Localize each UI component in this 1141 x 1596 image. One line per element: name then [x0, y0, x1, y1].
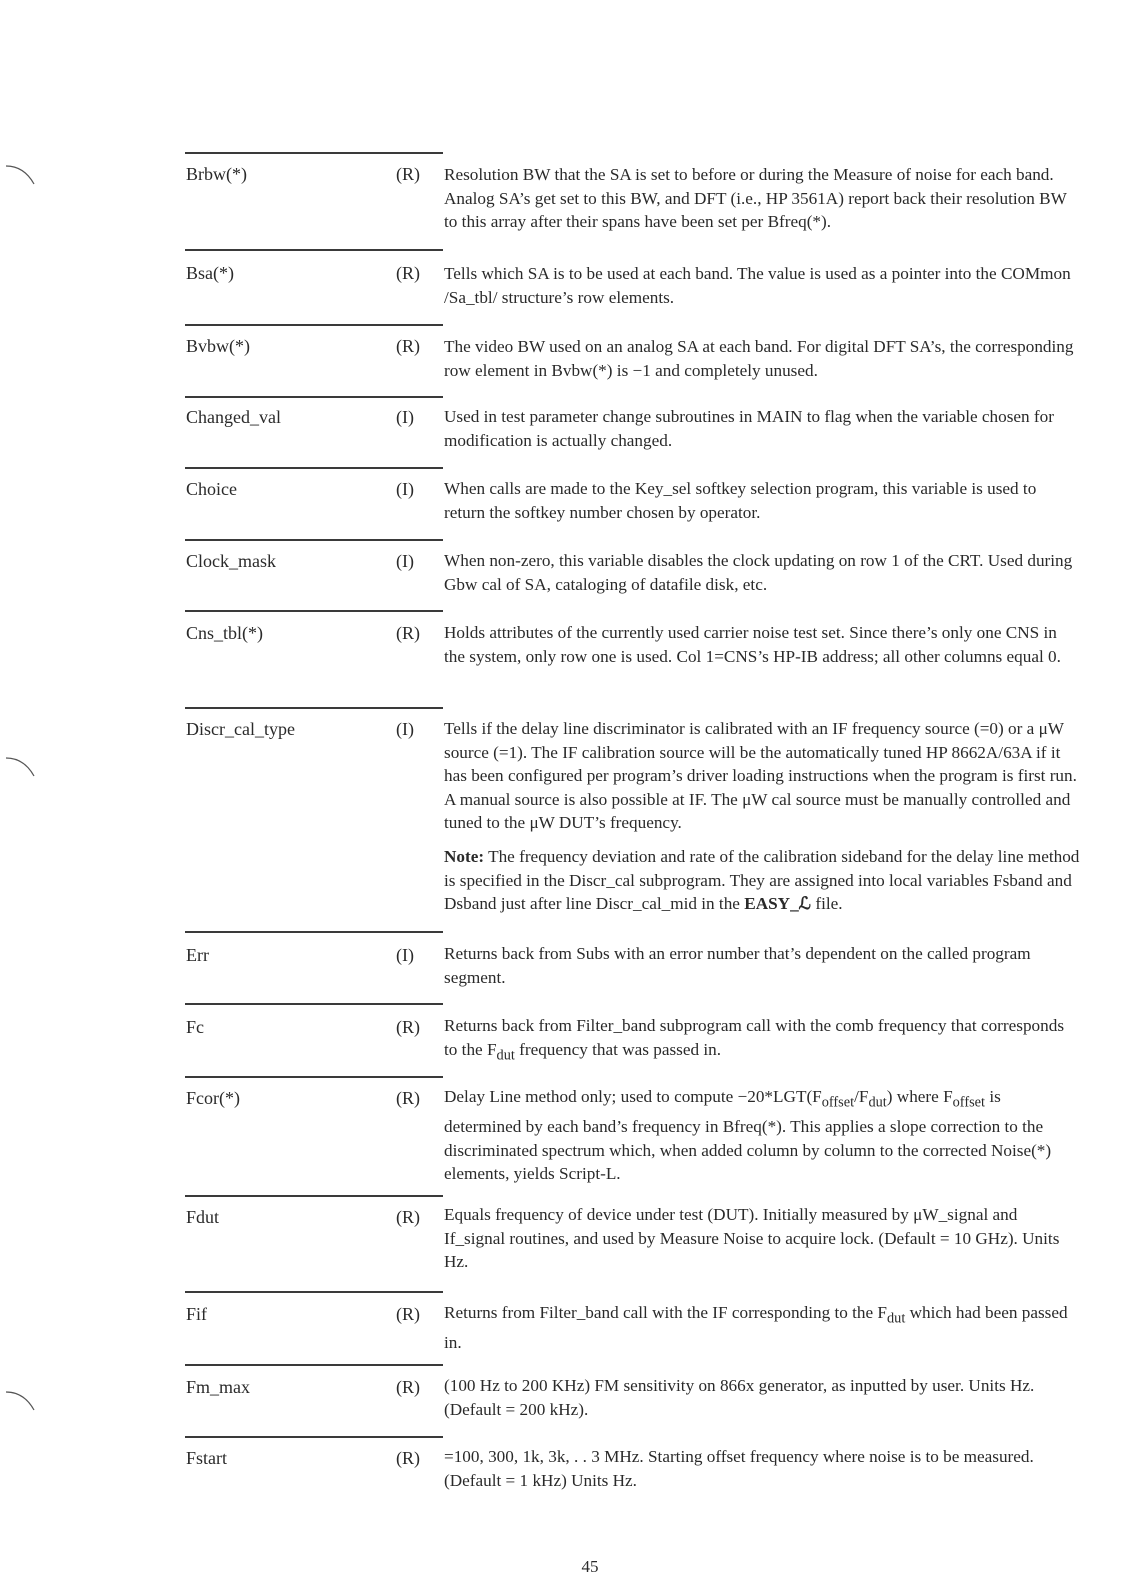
description-paragraph: Tells if the delay line discriminator is calibrated with an IF frequency source (=0) or a μW source (=1). The IF calibration source will be the automatically tuned HP 8662A/63A if it has been configured per program’s driver loading instructions when the program is first run. A manual source is also possible at IF. The μW cal source must be manually controlled and tuned to the μW DUT’s frequency.	[444, 719, 1077, 833]
entry-rule	[185, 1195, 443, 1197]
variable-description	[444, 405, 1080, 452]
variable-description	[444, 1445, 1080, 1492]
variable-description	[444, 1301, 1080, 1355]
entry-rule	[185, 1436, 443, 1438]
variable-description	[444, 549, 1080, 596]
page-number: 45	[581, 1557, 599, 1576]
note-paragraph	[444, 845, 1080, 916]
entry-rule	[185, 324, 443, 326]
variable-type: (R)	[396, 263, 420, 283]
variable-type: (R)	[396, 1377, 420, 1397]
variable-description	[444, 1014, 1080, 1068]
description-paragraph: Delay Line method only; used to compute $-20*LGT(F_{offset}/F_{dut})$ where $F_{offset}$ is determined by each band’s frequency in Bfreq(*). This applies a slope correction to the discriminated spectrum which, when added column by column to the corrected Noise(*) elements, yields Script-L.	[444, 1087, 1052, 1184]
variable-type: (R)	[396, 1017, 420, 1037]
entry-rule	[185, 1076, 443, 1078]
entry-rule	[185, 396, 443, 398]
description-paragraph: Returns back from Subs with an error number that’s dependent on the called program segment.	[444, 944, 1031, 987]
entry-rule	[185, 1003, 443, 1005]
variable-name: Brbw(*)	[186, 164, 247, 184]
description-paragraph: Returns back from Filter_band subprogram call with the comb frequency that corresponds to the $F_{dut}$ frequency that was passed in.	[444, 1016, 1065, 1064]
variable-name: Fdut	[186, 1207, 220, 1227]
variable-name: Clock_mask	[186, 551, 276, 571]
margin-mark	[2, 1386, 38, 1416]
note-file-suffix: file.	[815, 894, 843, 914]
variable-type: (R)	[396, 1448, 420, 1468]
variable-type: (I)	[396, 945, 414, 965]
variable-name: Bvbw(*)	[186, 336, 250, 356]
variable-description	[444, 1203, 1080, 1274]
note-label: Note:	[444, 846, 485, 866]
variable-description	[444, 942, 1080, 989]
margin-mark	[2, 752, 38, 782]
variable-name: Discr_cal_type	[186, 719, 295, 739]
variable-description	[444, 477, 1080, 524]
variable-type: (I)	[396, 479, 414, 499]
description-paragraph: Equals frequency of device under test (DUT). Initially measured by μW_signal and If_signal routines, and used by Measure Noise to acquire lock. (Default = 10 GHz). Units Hz.	[444, 1205, 1060, 1272]
entry-rule	[185, 610, 443, 612]
variable-name: Cns_tbl(*)	[186, 623, 264, 643]
entry-rule	[185, 249, 443, 251]
entry-rule	[185, 1291, 443, 1293]
variable-name: Changed_val	[186, 407, 281, 427]
variable-name: Choice	[186, 479, 237, 499]
entry-rule	[185, 931, 443, 933]
note-file-name: EASY_ℒ	[744, 894, 812, 914]
variable-name: Fstart	[186, 1448, 228, 1468]
description-paragraph: Holds attributes of the currently used carrier noise test set. Since there’s only one CNS in the system, only row one is used. Col 1=CNS’s HP-IB address; all other columns equal 0.	[444, 623, 1061, 666]
variable-name: Fif	[186, 1304, 208, 1324]
variable-type: (R)	[396, 623, 420, 643]
variable-type: (I)	[396, 719, 414, 739]
description-paragraph: (100 Hz to 200 KHz) FM sensitivity on 866x generator, as inputted by user. Units Hz. (Default = 200 kHz).	[444, 1376, 1035, 1419]
variable-type: (R)	[396, 1304, 420, 1324]
variable-type: (R)	[396, 336, 420, 356]
description-paragraph: When non-zero, this variable disables the clock updating on row 1 of the CRT. Used during Gbw cal of SA, cataloging of datafile disk, etc.	[444, 551, 1073, 594]
variable-description	[444, 1374, 1080, 1421]
entry-rule	[185, 539, 443, 541]
description-paragraph: =100, 300, 1k, 3k, . . 3 MHz. Starting offset frequency where noise is to be measured. (Default = 1 kHz) Units Hz.	[444, 1447, 1034, 1490]
variable-name: Fc	[186, 1017, 204, 1037]
variable-type: (I)	[396, 407, 414, 427]
description-paragraph: Resolution BW that the SA is set to before or during the Measure of noise for each band. Analog SA’s get set to this BW, and DFT (i.e., HP 3561A) report back their resolution BW to this array after their spans have been set per Bfreq(*).	[444, 165, 1067, 232]
entry-rule	[185, 1364, 443, 1366]
variable-name: Bsa(*)	[186, 263, 234, 283]
variable-description	[444, 1085, 1080, 1186]
entry-rule	[185, 707, 443, 709]
description-paragraph: Used in test parameter change subroutines in MAIN to flag when the variable chosen for modification is actually changed.	[444, 407, 1054, 450]
description-paragraph: Returns from Filter_band call with the IF corresponding to the $F_{dut}$ which had been passed in.	[444, 1303, 1068, 1353]
note-text: The frequency deviation and rate of the calibration sideband for the delay line method is specified in the Discr_cal subprogram. They are assigned into local variables Fsband and Dsband just after line Discr_cal_mid in the	[444, 846, 1080, 914]
description-paragraph: When calls are made to the Key_sel softkey selection program, this variable is used to return the softkey number chosen by operator.	[444, 479, 1037, 522]
variable-type: (R)	[396, 1088, 420, 1108]
variable-name: Fcor(*)	[186, 1088, 240, 1108]
description-paragraph: The video BW used on an analog SA at each band. For digital DFT SA’s, the corresponding row element in Bvbw(*) is −1 and completely unused.	[444, 337, 1074, 380]
variable-type: (I)	[396, 551, 414, 571]
description-paragraph: Tells which SA is to be used at each band. The value is used as a pointer into the COMmon /Sa_tbl/ structure’s row elements.	[444, 264, 1071, 307]
variable-description	[444, 163, 1080, 234]
entry-rule	[185, 152, 443, 154]
variable-description	[444, 717, 1080, 916]
variable-description	[444, 621, 1080, 668]
margin-mark	[2, 160, 38, 190]
variable-description	[444, 335, 1080, 382]
variable-name: Err	[186, 945, 209, 965]
variable-type: (R)	[396, 1207, 420, 1227]
variable-type: (R)	[396, 164, 420, 184]
variable-name: Fm_max	[186, 1377, 251, 1397]
entry-rule	[185, 467, 443, 469]
variable-description	[444, 262, 1080, 309]
